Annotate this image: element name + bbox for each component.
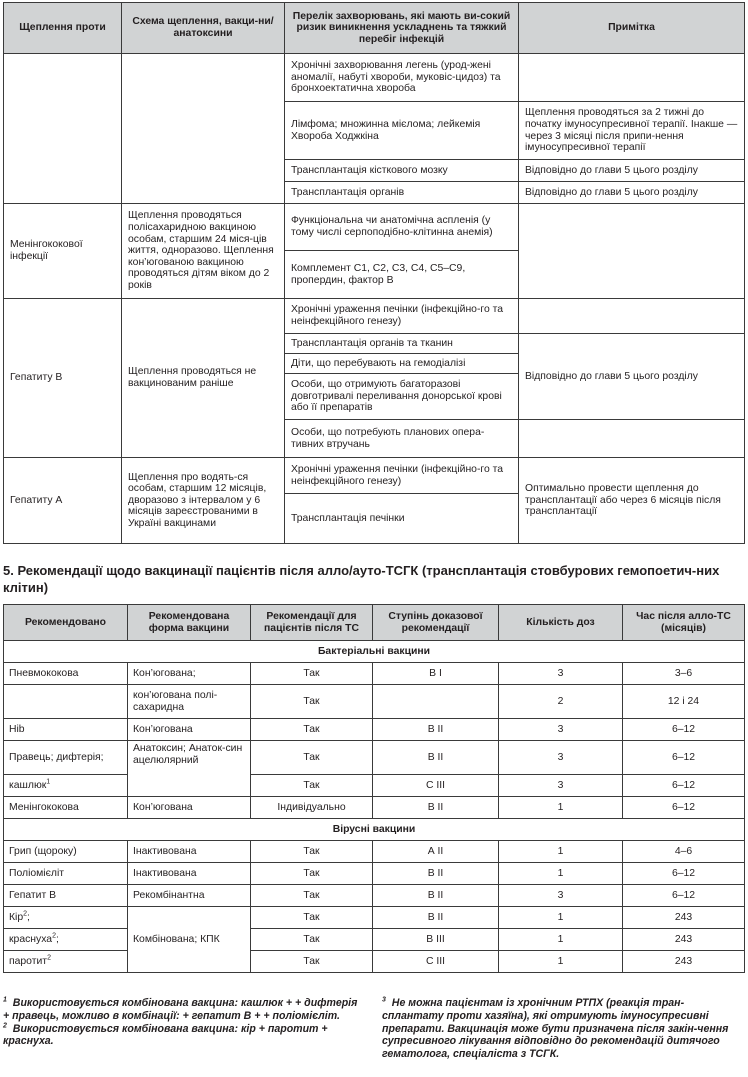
disease-cell: Трансплантація кісткового мозку [285, 160, 519, 182]
doses-cell: 3 [499, 775, 623, 797]
evidence-grade-cell: В ІІ [373, 719, 499, 741]
vaccine-name: краснуха [9, 933, 53, 945]
disease-cell: Трансплантація органів та тканин [285, 334, 519, 354]
vaccine-name-cell: Поліомієліт [4, 863, 128, 885]
evidence-grade-cell: В ІІ [373, 797, 499, 819]
evidence-grade-cell: В ІІ [373, 863, 499, 885]
footnote-2 [3, 1023, 358, 1049]
recommendation-cell: Так [251, 951, 373, 973]
vaccine-cell [4, 54, 122, 204]
disease-cell: Функціональна чи анатомічна аспленія (у тому числі серпоподібно-клітинна анемія) [285, 204, 519, 251]
disease-cell: Хронічні ураження печінки (інфекційно-го та неінфекційного генезу) [285, 458, 519, 494]
vaccine-name-cell [4, 685, 128, 719]
table-row [4, 841, 745, 863]
disease-cell: Діти, що перебувають на гемодіалізі [285, 354, 519, 374]
time-cell: 243 [623, 951, 745, 973]
vaccine-name-cell [4, 775, 128, 797]
vaccine-name-cell: Гепатит В [4, 885, 128, 907]
recommendation-cell: Так [251, 663, 373, 685]
time-cell: 6–12 [623, 797, 745, 819]
recommendation-cell: Індивідуально [251, 797, 373, 819]
vaccine-cell: Гепатиту А [4, 458, 122, 544]
vaccine-form-cell: Комбінована; КПК [128, 907, 251, 973]
note-cell: Відповідно до глави 5 цього розділу [519, 334, 745, 420]
vaccine-name: Кір [9, 911, 24, 923]
table-row [4, 741, 745, 775]
footnote-ref: 1 [46, 778, 51, 786]
doses-cell: 3 [499, 741, 623, 775]
table-row [4, 54, 745, 102]
column-header: Примітка [519, 3, 745, 54]
disease-cell: Трансплантація органів [285, 182, 519, 204]
column-header: Час після алло-ТС (місяців) [623, 605, 745, 641]
schema-cell: Щеплення проводяться не вакцинованим раніше [122, 299, 285, 458]
table-row [4, 775, 745, 797]
footnotes-left [3, 997, 358, 1048]
footnote-text: Використовується комбінована вакцина: кір + паротит + краснуха. [3, 1022, 328, 1048]
vaccine-name-cell: Правець; дифтерія; [4, 741, 128, 775]
vaccine-form-cell: Інактивована [128, 863, 251, 885]
doses-cell: 1 [499, 907, 623, 929]
table-row [4, 685, 745, 719]
note-cell [519, 204, 745, 299]
note-cell: Відповідно до глави 5 цього розділу [519, 182, 745, 204]
vaccine-cell: Менінгококової інфекції [4, 204, 122, 299]
note-cell: Оптимально провести щеплення до трансплантації або через 6 місяців після трансплантації [519, 458, 745, 544]
vaccine-name-cell: Менінгококова [4, 797, 128, 819]
vaccine-form-cell: Кон’югована [128, 719, 251, 741]
note-cell [519, 54, 745, 102]
vaccine-name-cell: Грип (щороку) [4, 841, 128, 863]
table-header-row [4, 3, 745, 54]
note-cell: Відповідно до глави 5 цього розділу [519, 160, 745, 182]
table-row [4, 929, 745, 951]
column-header: Рекомендовано [4, 605, 128, 641]
recommendation-cell: Так [251, 741, 373, 775]
time-cell: 12 і 24 [623, 685, 745, 719]
footnote-ref: 2 [23, 910, 28, 918]
disease-cell: Особи, що потребують планових опера-тивних втручань [285, 420, 519, 458]
note-cell: Щеплення проводяться за 2 тижні до початку імуносупресивної терапії. Інакше — через 3 місяці після припи-нення імуносупресивної терапії [519, 102, 745, 160]
doses-cell: 3 [499, 719, 623, 741]
footnote-1 [3, 997, 358, 1023]
column-header: Схема щеплення, вакци-ни/анатоксини [122, 3, 285, 54]
time-cell: 3–6 [623, 663, 745, 685]
evidence-grade-cell: С ІІІ [373, 775, 499, 797]
schema-cell [122, 54, 285, 204]
recommendation-cell: Так [251, 841, 373, 863]
footnotes-right [382, 997, 732, 1061]
recommendation-cell: Так [251, 719, 373, 741]
section-title-viral: Вірусні вакцини [4, 819, 745, 841]
recommendation-cell: Так [251, 685, 373, 719]
vaccine-name: кашлюк [9, 779, 47, 791]
evidence-grade-cell: В ІІ [373, 741, 499, 775]
evidence-grade-cell: С ІІІ [373, 951, 499, 973]
column-header: Рекомендована форма вакцини [128, 605, 251, 641]
evidence-grade-cell: В ІІІ [373, 929, 499, 951]
disease-cell: Трансплантація печінки [285, 494, 519, 544]
table-row [4, 458, 745, 494]
disease-cell: Хронічні захворювання легень (урод-жені аномалії, набуті хвороби, муковіс-цидоз) та бронхоектатична хвороба [285, 54, 519, 102]
evidence-grade-cell: В ІІ [373, 885, 499, 907]
table-row [4, 863, 745, 885]
section-title-bacterial: Бактеріальні вакцини [4, 641, 745, 663]
evidence-grade-cell: А ІІ [373, 841, 499, 863]
table-row [4, 797, 745, 819]
disease-cell: Лімфома; множинна мієлома; лейкемія Хвороба Ходжкіна [285, 102, 519, 160]
table-row [4, 204, 745, 251]
vaccine-form-cell: Кон’югована; [128, 663, 251, 685]
disease-cell: Особи, що отримують багаторазові довготривалі переливання донорської крові або її препаратів [285, 374, 519, 420]
schema-cell: Щеплення проводяться полісахаридною вакциною особам, старшим 24 міся-ців життя, одноразово. Щеплення кон’югованою вакциною проводяться дітям віком до 2 років [122, 204, 285, 299]
table-row [4, 663, 745, 685]
doses-cell: 2 [499, 685, 623, 719]
recommendation-cell: Так [251, 929, 373, 951]
doses-cell: 1 [499, 863, 623, 885]
vaccine-form-cell: Анатоксин; Анаток-син ацелюлярний [128, 741, 251, 797]
note-cell [519, 420, 745, 458]
name-suffix: ; [27, 911, 30, 923]
name-suffix: ; [56, 933, 59, 945]
vaccine-form-cell: кон’югована полі-сахаридна [128, 685, 251, 719]
time-cell: 6–12 [623, 885, 745, 907]
footnote-marker: 1 [3, 996, 7, 1004]
vaccine-name-cell [4, 929, 128, 951]
time-cell: 243 [623, 929, 745, 951]
time-cell: 243 [623, 907, 745, 929]
recommendation-cell: Так [251, 863, 373, 885]
column-header: Перелік захворювань, які мають ви-сокий ризик виникнення ускладнень та тяжкий перебіг інфекцій [285, 3, 519, 54]
table-header-row [4, 605, 745, 641]
doses-cell: 1 [499, 929, 623, 951]
vaccine-cell: Гепатиту В [4, 299, 122, 458]
disease-cell: Хронічні ураження печінки (інфекційно-го та неінфекційного генезу) [285, 299, 519, 334]
evidence-grade-cell [373, 685, 499, 719]
recommendation-cell: Так [251, 775, 373, 797]
time-cell: 6–12 [623, 863, 745, 885]
footnote-marker: 2 [3, 1022, 7, 1030]
footnote-text: Не можна пацієнтам із хронічним РТПХ (реакція тран-сплантату проти хазяїна), які отримують імуносупресивні препарати. Вакцинація може бути призначена після закін-чення супресивного лікування відповідно до рекомендацій дитячого гематолога, спеціаліста з ТСГК. [382, 997, 729, 1061]
table-row [4, 299, 745, 334]
vaccine-form-cell: Кон’югована [128, 797, 251, 819]
column-header: Кількість доз [499, 605, 623, 641]
vaccine-name-cell: Hib [4, 719, 128, 741]
vaccine-form-cell: Інактивована [128, 841, 251, 863]
footnote-ref: 2 [52, 932, 56, 940]
recommendation-cell: Так [251, 885, 373, 907]
table-row [4, 951, 745, 973]
doses-cell: 3 [499, 885, 623, 907]
time-cell: 6–12 [623, 741, 745, 775]
time-cell: 4–6 [623, 841, 745, 863]
doses-cell: 1 [499, 797, 623, 819]
schema-cell: Щеплення про водять-ся особам, старшим 12 місяців, дворазово з інтервалом у 6 місяців зареєстрованими в Україні вакцинами [122, 458, 285, 544]
footnote-ref: 2 [47, 954, 51, 962]
note-cell [519, 299, 745, 334]
evidence-grade-cell: В ІІ [373, 907, 499, 929]
vaccine-name-cell [4, 907, 128, 929]
table-row [4, 907, 745, 929]
recommendation-cell: Так [251, 907, 373, 929]
section-row [4, 819, 745, 841]
footnote-marker: 3 [382, 996, 386, 1004]
vaccine-name-cell [4, 951, 128, 973]
doses-cell: 3 [499, 663, 623, 685]
footnote-3 [382, 997, 732, 1061]
doses-cell: 1 [499, 841, 623, 863]
column-header: Ступінь доказової рекомендації [373, 605, 499, 641]
time-cell: 6–12 [623, 719, 745, 741]
vaccine-name-cell: Пневмококова [4, 663, 128, 685]
tsgk-vaccination-table [3, 604, 745, 973]
disease-cell: Комплемент С1, С2, С3, С4, С5–С9, пропердин, фактор В [285, 251, 519, 299]
section-row [4, 641, 745, 663]
footnote-text: Використовується комбінована вакцина: кашлюк + + дифтерія + правець, можливо в комбінації: + гепатит В + + поліомієліт. [3, 997, 358, 1022]
vaccine-form-cell: Рекомбінантна [128, 885, 251, 907]
table-row [4, 719, 745, 741]
evidence-grade-cell: В І [373, 663, 499, 685]
table-row [4, 885, 745, 907]
vaccine-name: паротит [9, 955, 48, 967]
time-cell: 6–12 [623, 775, 745, 797]
doses-cell: 1 [499, 951, 623, 973]
column-header: Рекомендації для пацієнтів після ТС [251, 605, 373, 641]
section-heading: 5. Рекомендації щодо вакцинації пацієнтів після алло/ауто-ТСГК (трансплантація стовбурових гемопоетич-них клітин) [3, 563, 720, 595]
risk-groups-table [3, 2, 745, 544]
column-header: Щеплення проти [4, 3, 122, 54]
